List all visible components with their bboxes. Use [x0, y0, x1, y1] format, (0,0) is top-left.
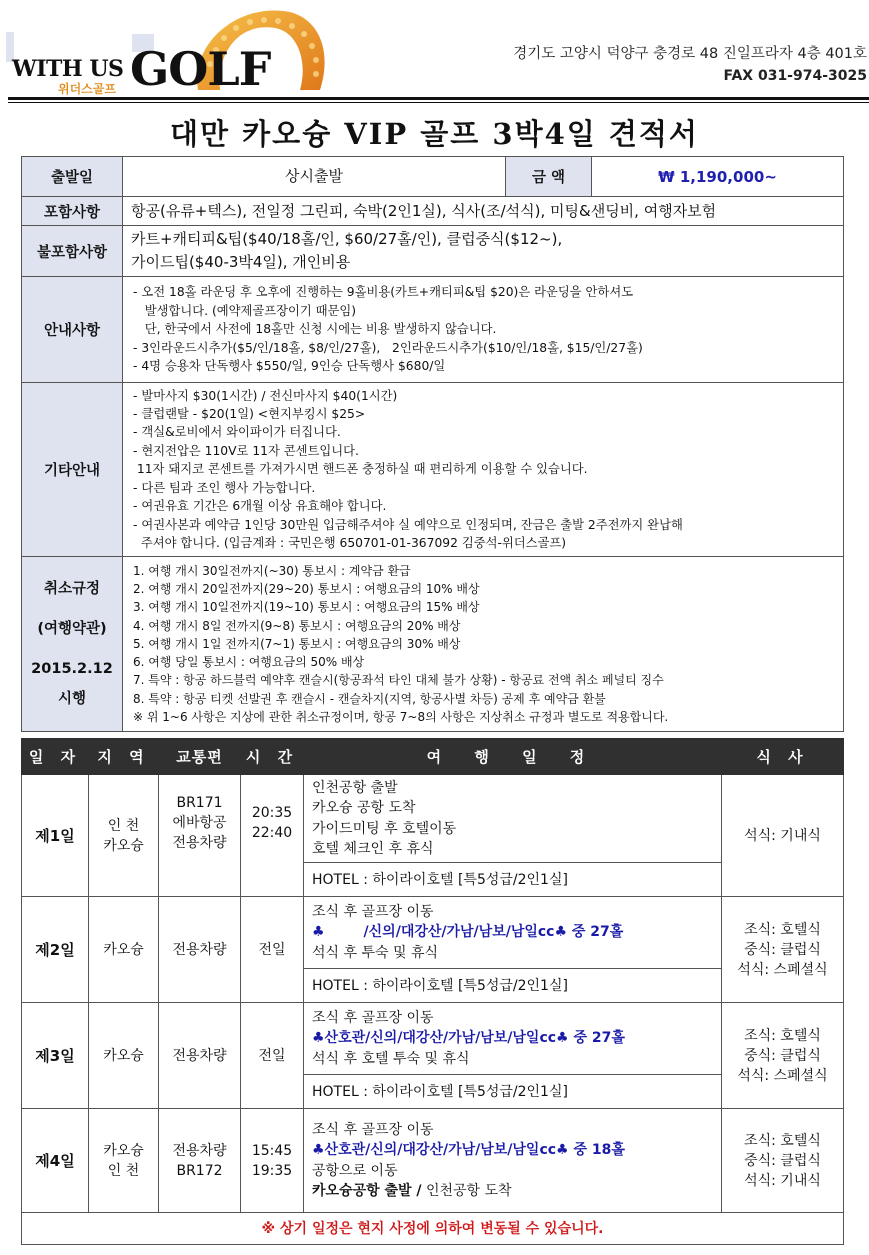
other-info-label: 기타안내 — [22, 383, 123, 557]
cancel-line: 4. 여행 개시 8일 전까지(9~8) 통보시 : 여행요금의 20% 배상 — [133, 618, 461, 633]
region-text: 카오슝 — [103, 1142, 144, 1159]
transport-text: BR172 — [176, 1162, 223, 1179]
included-label: 포함사항 — [22, 197, 123, 226]
other-line: - 현지전압은 110V로 11자 콘센트입니다. — [133, 443, 359, 458]
cancel-policy-row — [22, 557, 844, 732]
day-meal — [722, 897, 844, 1003]
cancel-line: ※ 위 1~6 사항은 지상에 관한 취소규정이며, 항공 7~8의 사항은 지상취소 규정과 별도로 적용합니다. — [133, 709, 669, 724]
cancel-label-line: 취소규정 — [43, 581, 101, 597]
time-text: 19:35 — [251, 1162, 293, 1179]
region-text: 카오슝 — [103, 1047, 144, 1064]
plan-line: 카오슝 공항 도착 — [312, 800, 416, 816]
hotel-info: HOTEL : 하이라이호텔 [특5성급/2인1실] — [304, 1075, 722, 1109]
cancel-policy-label — [22, 557, 123, 732]
cancel-label-line: 2015.2.12 — [31, 661, 113, 677]
day-time — [241, 1003, 304, 1109]
day-region — [89, 1109, 159, 1213]
other-line: - 다른 팀과 조인 행사 가능합니다. — [133, 480, 316, 495]
plan-line: 호텔 체크인 후 휴식 — [312, 841, 434, 857]
plan-line: 석식 후 투숙 및 휴식 — [312, 944, 438, 961]
meal-text: 조식: 호텔식 — [744, 921, 821, 938]
guide-notes — [123, 277, 844, 383]
itinerary-footer-row — [22, 1213, 844, 1245]
col-header-transport: 교통편 — [159, 739, 241, 775]
day-plan — [304, 1003, 722, 1075]
plan-line: 조식 후 골프장 이동 — [312, 903, 434, 920]
day-transport — [159, 1109, 241, 1213]
region-text: 인 천 — [107, 817, 140, 834]
meal-text: 석식: 기내식 — [744, 1172, 821, 1189]
guide-line: - 오전 18홀 라운딩 후 오후에 진행하는 9홀비용(카트+캐티피&팁 $20)은 라운딩을 안하셔도 — [133, 285, 634, 300]
guide-line: - 3인라운드시추가($5/인/18홀, $8/인/27홀), 2인라운드시추가($10/인/18홀, $15/인/27홀) — [133, 340, 643, 355]
header-rule — [8, 102, 869, 103]
golf-course-line: ♣ /신의/대강산/가남/남보/남일cc♣ 중 27홀 — [312, 924, 624, 941]
day-region — [89, 1003, 159, 1109]
excluded-line: 카트+캐티피&팁($40/18홀/인, $60/27홀/인), 클럽중식($12~), — [131, 230, 563, 248]
logo-golf-text: GOLF — [130, 42, 271, 96]
day-meal — [722, 1109, 844, 1213]
time-text: 20:35 — [251, 804, 293, 821]
cancel-line: 1. 여행 개시 30일전까지(~30) 통보시 : 계약금 환급 — [133, 564, 411, 579]
transport-text: 전용차량 — [172, 1047, 227, 1064]
meal-text: 석식: 기내식 — [744, 827, 821, 844]
golf-course-line: ♣산호관/신의/대강산/가남/남보/남일cc♣ 중 27홀 — [312, 1030, 625, 1047]
meal-text: 중식: 클럽식 — [744, 1047, 821, 1064]
cancel-line: 6. 여행 당일 통보시 : 여행요금의 50% 배상 — [133, 655, 365, 670]
golf-course-line: ♣산호관/신의/대강산/가남/남보/남일cc♣ 중 18홀 — [312, 1142, 625, 1158]
other-line: 주셔야 합니다. (입금계좌 : 국민은행 650701-01-367092 김중석-위더스골프) — [133, 535, 567, 550]
day-meal — [722, 775, 844, 897]
itinerary-day-row — [22, 775, 844, 863]
departure-row — [22, 157, 844, 197]
hotel-info: HOTEL : 하이라이호텔 [특5성급/2인1실] — [304, 969, 722, 1003]
itinerary-day-row — [22, 1003, 844, 1075]
plan-line — [312, 1181, 713, 1202]
guide-line: 단, 한국에서 사전에 18홀만 신청 시에는 비용 발생하지 않습니다. — [133, 322, 497, 337]
price-label: 금 액 — [506, 157, 592, 197]
transport-text: 에바항공 — [172, 814, 227, 831]
time-text: 전일 — [258, 941, 286, 958]
plan-line: 조식 후 골프장 이동 — [312, 1121, 434, 1138]
itinerary-header-row — [22, 739, 844, 775]
cancel-line: 7. 특약 : 항공 하드블럭 예약후 캔슬시(항공좌석 타인 대체 불가 상황) - 항공료 전액 취소 페널티 징수 — [133, 673, 664, 688]
schedule-change-notice: ※ 상기 일정은 현지 사정에 의하여 변동될 수 있습니다. — [22, 1213, 844, 1245]
letterhead — [0, 0, 869, 105]
departure-label: 출발일 — [22, 157, 123, 197]
itinerary-day-row — [22, 1109, 844, 1213]
day-plan — [304, 1109, 722, 1213]
other-line: - 발마사지 $30(1시간) / 전신마사지 $40(1시간) — [133, 388, 398, 403]
day-label: 제1일 — [22, 775, 89, 897]
col-header-time: 시 간 — [241, 739, 304, 775]
day-region — [89, 897, 159, 1003]
quote-info-table — [21, 156, 844, 732]
plan-line-bold: 카오슝공항 출발 / — [312, 1183, 422, 1199]
cancel-label-line: 시행 — [57, 691, 86, 707]
other-line: 11자 돼지코 콘센트를 가져가시면 핸드폰 충정하실 때 편리하게 이용할 수 있습니다. — [133, 462, 588, 477]
day-plan — [304, 897, 722, 969]
col-header-date: 일 자 — [22, 739, 89, 775]
meal-text: 조식: 호텔식 — [744, 1132, 821, 1149]
transport-text: 전용차량 — [172, 1142, 227, 1159]
time-text: 15:45 — [251, 1142, 293, 1159]
day-plan — [304, 775, 722, 863]
meal-text: 중식: 클럽식 — [744, 1152, 821, 1169]
excluded-label: 불포함사항 — [22, 226, 123, 277]
cancel-policy-notes — [123, 557, 844, 732]
plan-line: 공항으로 이동 — [312, 1162, 398, 1179]
cancel-line: 5. 여행 개시 1일 전까지(7~1) 통보시 : 여행요금의 30% 배상 — [133, 636, 461, 651]
col-header-schedule: 여 행 일 정 — [304, 739, 722, 775]
meal-text: 석식: 스페셜식 — [737, 1067, 828, 1084]
plan-line: 석식 후 호텔 투숙 및 휴식 — [312, 1050, 470, 1067]
cancel-line: 8. 특약 : 항공 티켓 선발권 후 캔슬시 - 캔슬차지(지역, 항공사별 차등) 공제 후 예약금 환불 — [133, 691, 606, 706]
region-text: 카오슝 — [103, 941, 144, 958]
day-time — [241, 1109, 304, 1213]
other-line: - 여권사본과 예약금 1인당 30만원 입금해주셔야 실 예약으로 인정되며, 잔금은 출발 2주전까지 완납해 — [133, 517, 683, 532]
day-label: 제3일 — [22, 1003, 89, 1109]
meal-text: 중식: 클럽식 — [744, 941, 821, 958]
guide-line: - 4명 승용차 단독행사 $550/일, 9인승 단독행사 $680/일 — [133, 359, 446, 374]
company-address: 경기도 고양시 덕양구 충경로 48 진일프라자 4층 401호 — [513, 46, 867, 62]
time-text: 22:40 — [251, 824, 293, 841]
guide-label: 안내사항 — [22, 277, 123, 383]
day-transport — [159, 775, 241, 897]
excluded-line: 가이드팁($40-3박4일), 개인비용 — [131, 253, 351, 271]
cancel-label-line: (여행약관) — [37, 621, 107, 637]
day-time — [241, 897, 304, 1003]
col-header-region: 지 역 — [89, 739, 159, 775]
meal-text: 조식: 호텔식 — [744, 1027, 821, 1044]
excluded-row — [22, 226, 844, 277]
time-text: 전일 — [258, 1047, 286, 1064]
day-label: 제2일 — [22, 897, 89, 1003]
company-fax: FAX 031-974-3025 — [723, 68, 867, 84]
other-info-notes — [123, 383, 844, 557]
day-transport — [159, 897, 241, 1003]
cancel-line: 3. 여행 개시 10일전까지(19~10) 통보시 : 여행요금의 15% 배상 — [133, 600, 480, 615]
day-meal — [722, 1003, 844, 1109]
included-row — [22, 197, 844, 226]
included-value: 항공(유류+텍스), 전일정 그린피, 숙박(2인1실), 식사(조/석식), 미팅&샌딩비, 여행자보험 — [123, 197, 844, 226]
plan-line: 조식 후 골프장 이동 — [312, 1009, 434, 1026]
col-header-meal: 식 사 — [722, 739, 844, 775]
transport-text: 전용차량 — [172, 834, 227, 851]
region-text: 카오슝 — [103, 837, 144, 854]
logo-text: WITH US — [12, 56, 124, 82]
itinerary-day-row — [22, 897, 844, 969]
region-text: 인 천 — [107, 1162, 140, 1179]
plan-line: 인천공항 출발 — [312, 779, 398, 796]
day-time — [241, 775, 304, 897]
meal-text: 석식: 스페셜식 — [737, 961, 828, 978]
price-value: ₩ 1,190,000~ — [592, 157, 844, 197]
transport-text: BR171 — [176, 794, 223, 811]
plan-line-rest: 인천공항 도착 — [421, 1183, 512, 1199]
guide-line: 발생합니다. (예약제골프장이기 때문임) — [133, 303, 357, 318]
day-region — [89, 775, 159, 897]
itinerary-table — [21, 738, 844, 1245]
cancel-line: 2. 여행 개시 20일전까지(29~20) 통보시 : 여행요금의 10% 배상 — [133, 582, 480, 597]
plan-line: 가이드미팅 후 호텔이동 — [312, 820, 457, 837]
header-rule — [8, 97, 869, 100]
other-line: - 객실&로비에서 와이파이가 터집니다. — [133, 425, 341, 440]
other-line: - 클럽랜탈 - $20(1일) <현지부킹시 $25> — [133, 407, 366, 422]
transport-text: 전용차량 — [172, 941, 227, 958]
document-title: 대만 카오슝 VIP 골프 3박4일 견적서 — [170, 117, 699, 151]
guide-row — [22, 277, 844, 383]
other-info-row — [22, 383, 844, 557]
departure-value: 상시출발 — [123, 157, 506, 197]
day-label: 제4일 — [22, 1109, 89, 1213]
other-line: - 여권유효 기간은 6개월 이상 유효해야 합니다. — [133, 499, 387, 514]
day-transport — [159, 1003, 241, 1109]
hotel-info: HOTEL : 하이라이호텔 [특5성급/2인1실] — [304, 863, 722, 897]
excluded-value — [123, 226, 844, 277]
logo-subtitle: 위더스골프 — [58, 82, 116, 96]
